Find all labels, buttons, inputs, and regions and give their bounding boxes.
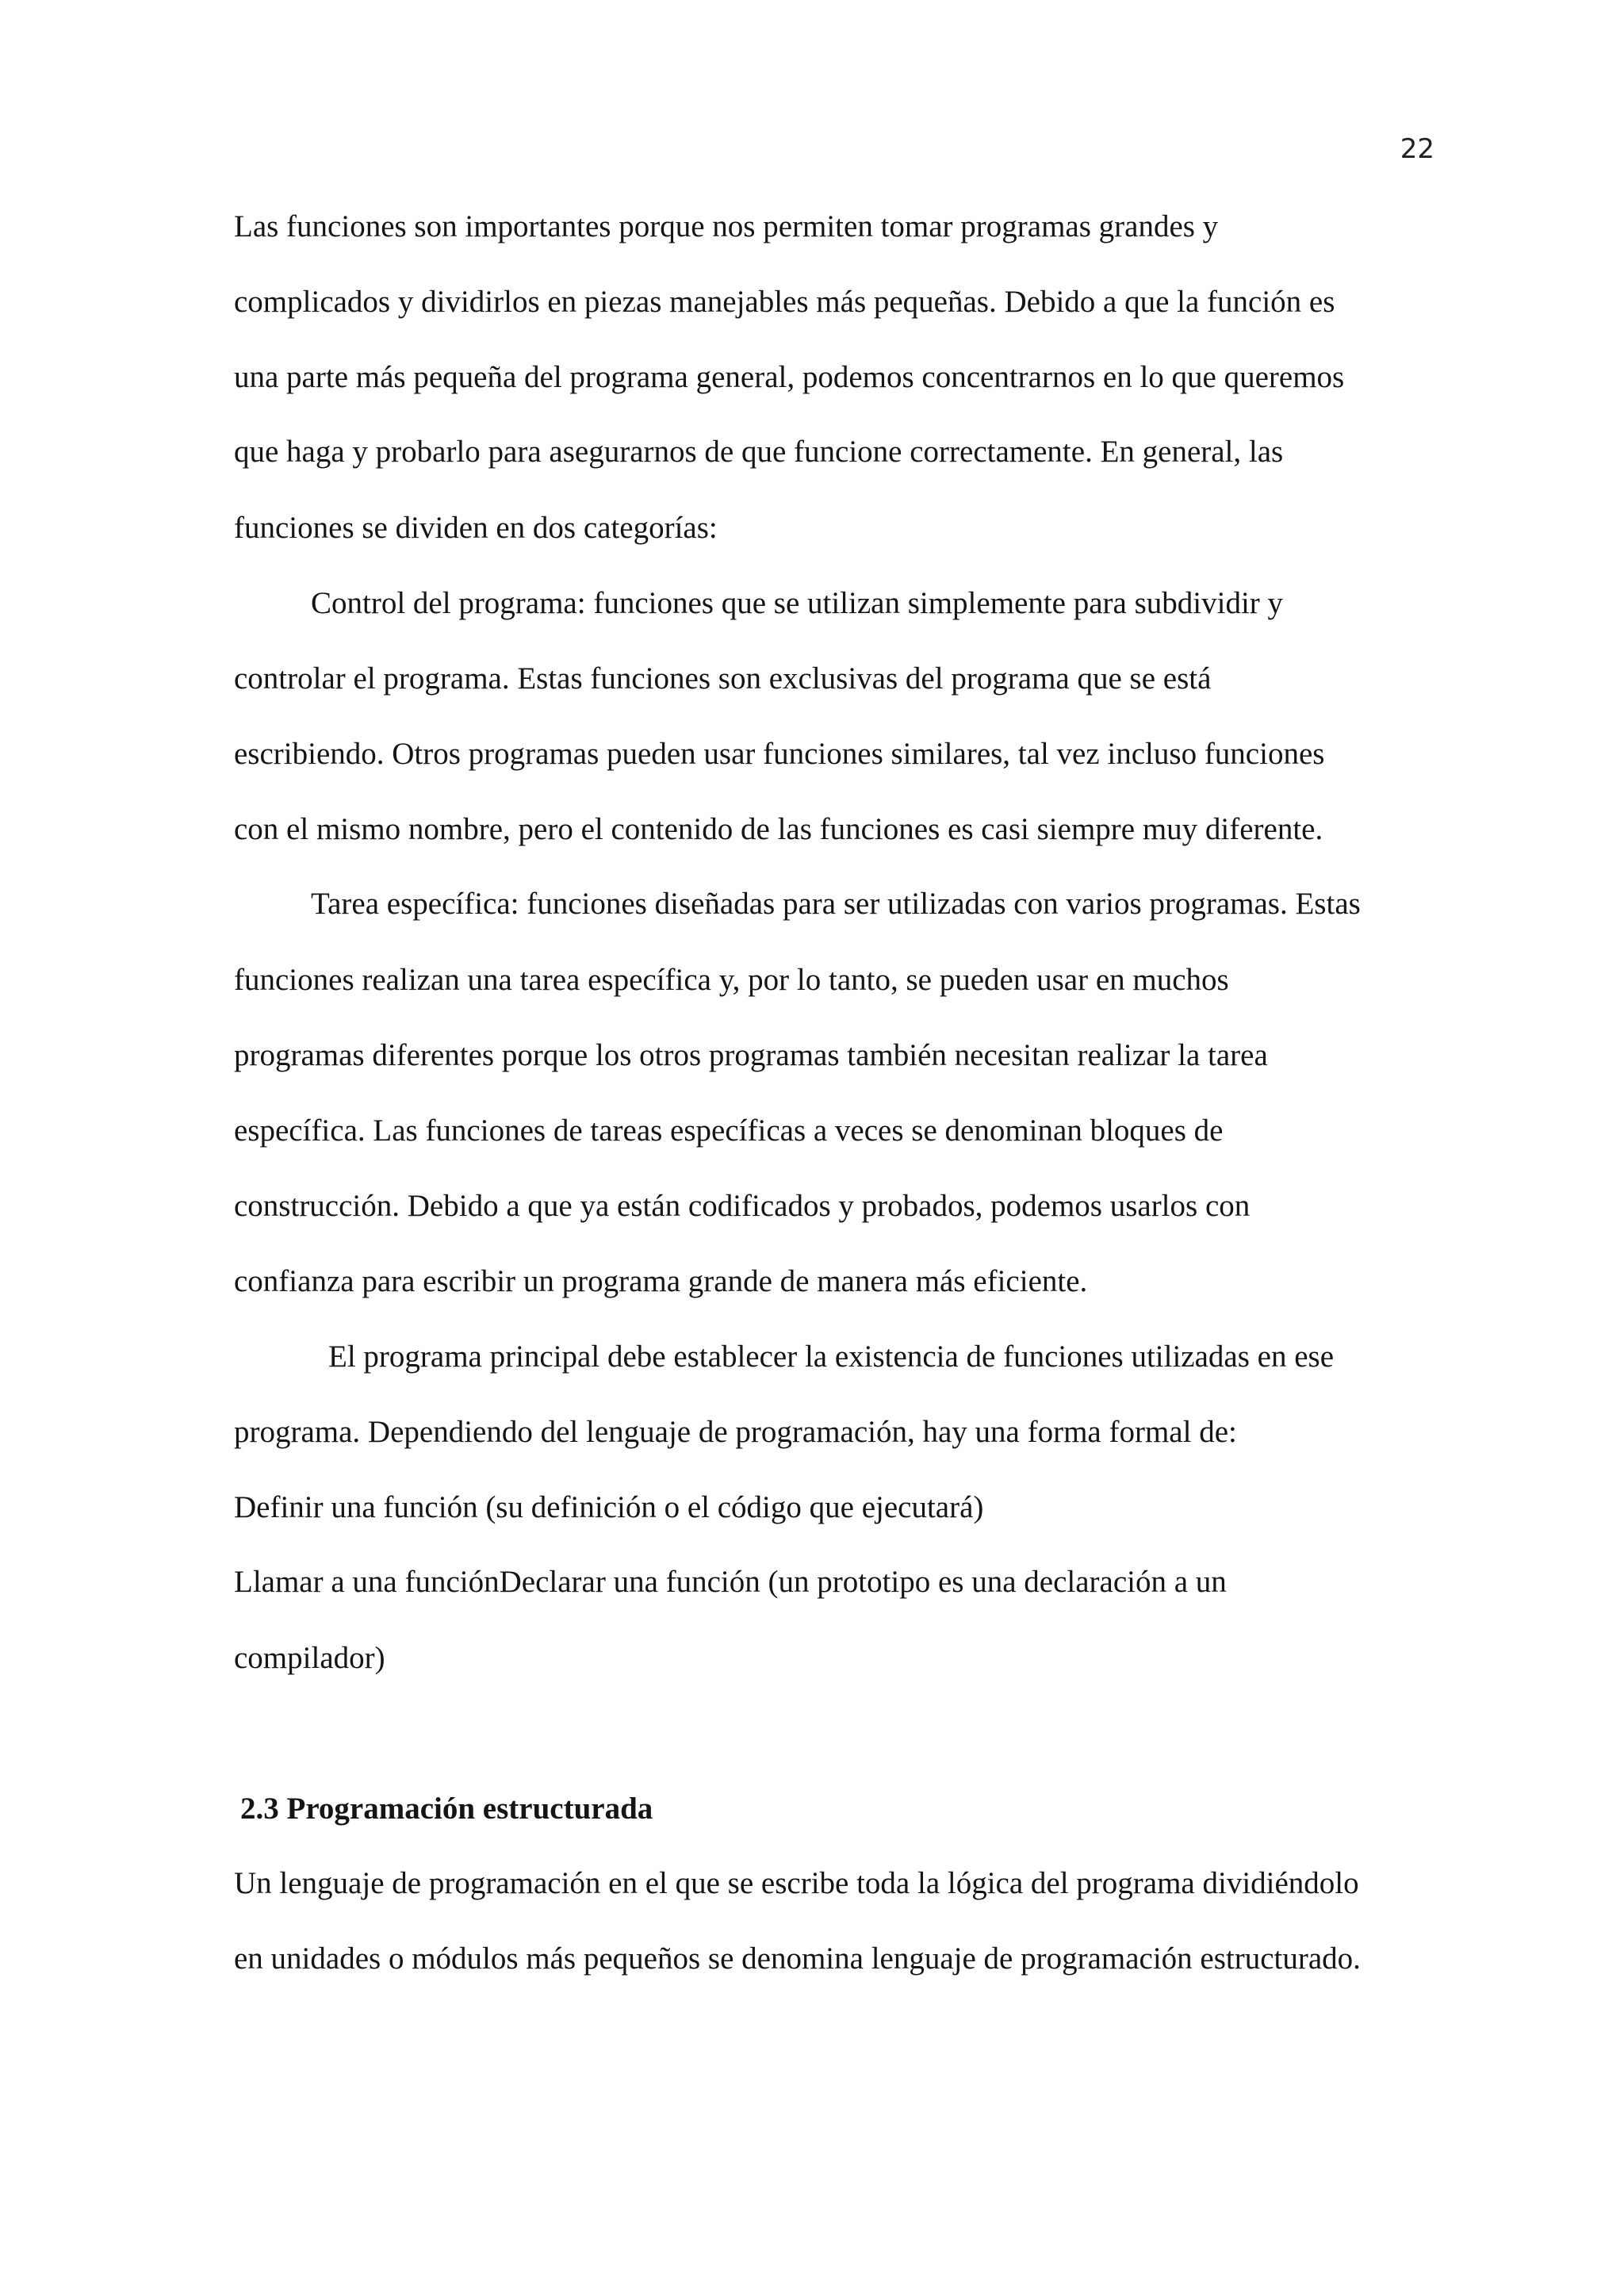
text-line: una parte más pequeña del programa general, podemos concentrarnos en lo que queremos [234,360,1345,394]
text-line: Definir una función (su definición o el código que ejecutará) [234,1490,984,1524]
text-line: en unidades o módulos más pequeños se denomina lenguaje de programación estructurado. [234,1941,1361,1976]
text-line: programa. Dependiendo del lenguaje de programación, hay una forma formal de: [234,1415,1237,1449]
text-line: específica. Las funciones de tareas específicas a veces se denominan bloques de [234,1114,1224,1148]
text-line: Un lenguaje de programación en el que se escribe toda la lógica del programa dividiéndolo [234,1866,1359,1900]
text-line: escribiendo. Otros programas pueden usar funciones similares, tal vez incluso funciones [234,737,1325,771]
text-line: programas diferentes porque los otros programas también necesitan realizar la tarea [234,1038,1268,1072]
text-line: funciones se dividen en dos categorías: [234,511,718,545]
page-number: 22 [1400,133,1434,165]
text-line: controlar el programa. Estas funciones son exclusivas del programa que se está [234,661,1212,696]
text-line: Llamar a una funciónDeclarar una función (un prototipo es una declaración a un [234,1565,1227,1599]
text-line: Control del programa: funciones que se utilizan simplemente para subdividir y [311,586,1284,620]
text-line: funciones realizan una tarea específica y, por lo tanto, se pueden usar en muchos [234,963,1229,997]
text-line: con el mismo nombre, pero el contenido de las funciones es casi siempre muy diferente. [234,812,1323,846]
text-line: que haga y probarlo para asegurarnos de que funcione correctamente. En general, las [234,435,1284,469]
text-line: El programa principal debe establecer la existencia de funciones utilizadas en ese [328,1340,1335,1374]
text-line: compilador) [234,1641,385,1675]
text-line: Las funciones son importantes porque nos permiten tomar programas grandes y [234,209,1219,243]
text-line: Tarea específica: funciones diseñadas para ser utilizadas con varios programas. Estas [311,887,1361,921]
text-line: construcción. Debido a que ya están codificados y probados, podemos usarlos con [234,1189,1251,1223]
text-line: complicados y dividirlos en piezas manejables más pequeñas. Debido a que la función es [234,285,1335,319]
text-line: confianza para escribir un programa grande de manera más eficiente. [234,1264,1088,1298]
section-heading: 2.3 Programación estructurada [240,1792,653,1826]
